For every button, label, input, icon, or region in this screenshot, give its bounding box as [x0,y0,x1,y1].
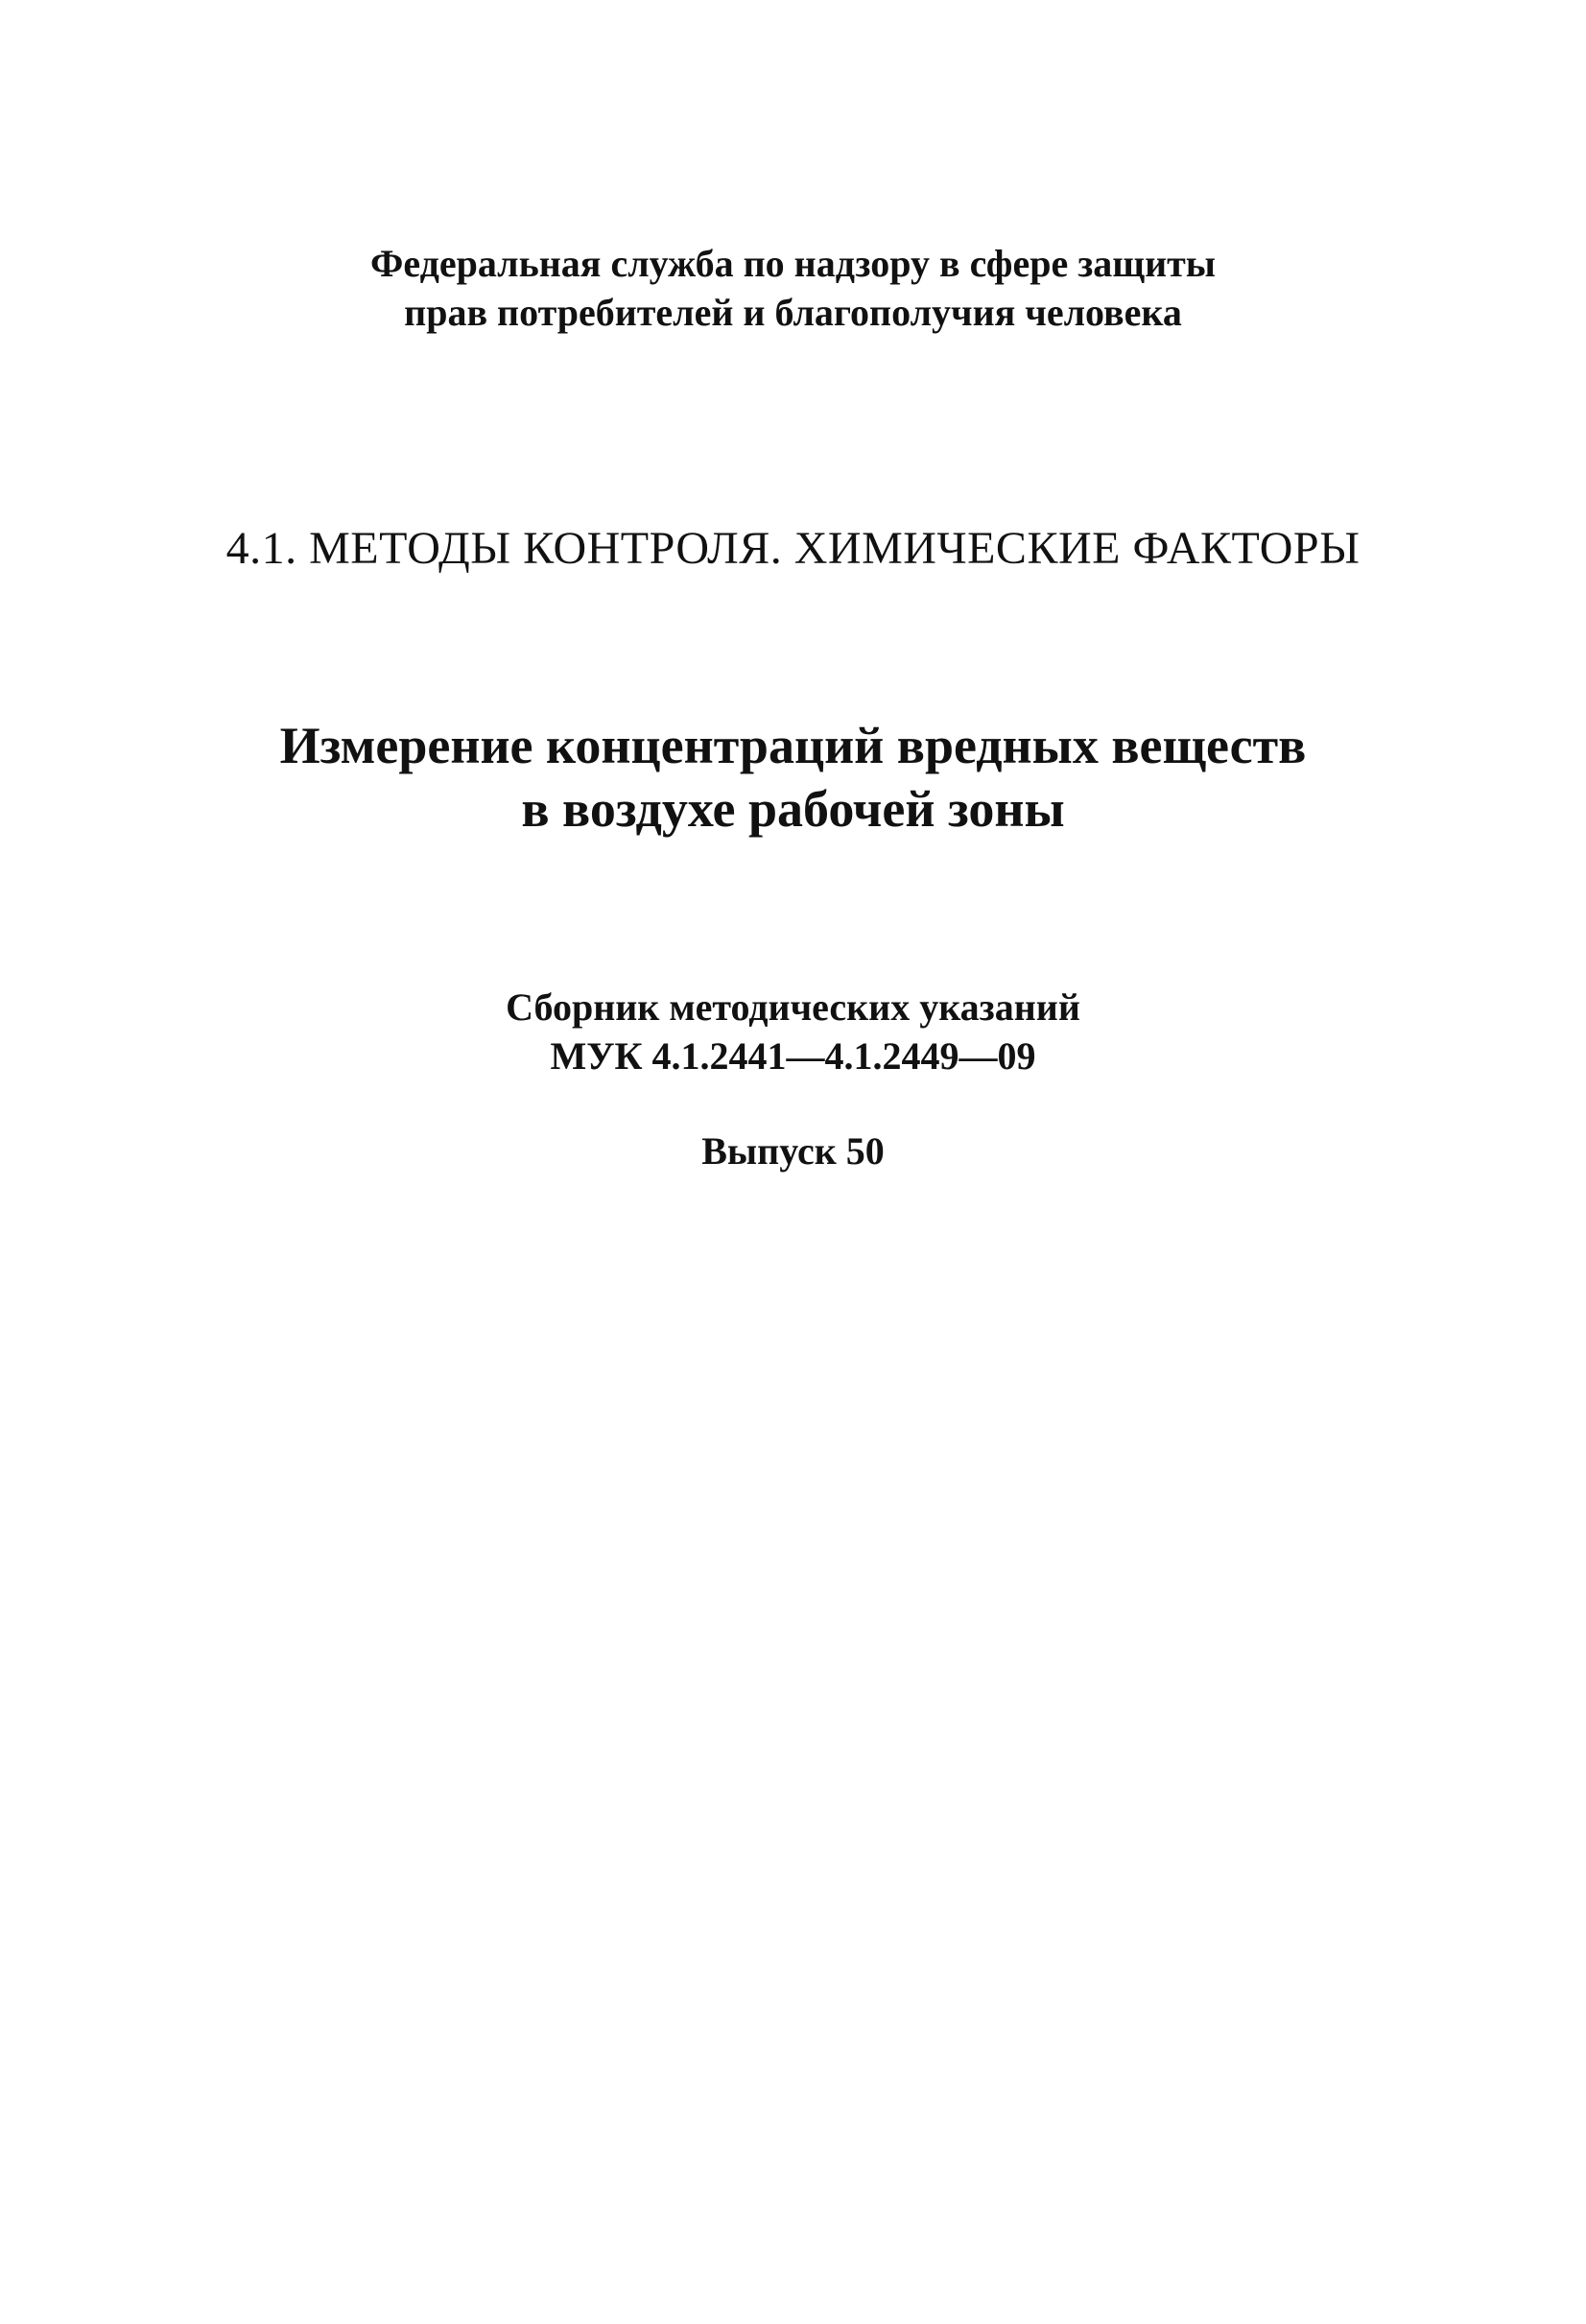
document-title-line-1: Измерение концентраций вредных веществ [279,717,1307,774]
document-title-line-2: в воздухе рабочей зоны [521,780,1065,838]
issue-number: Выпуск 50 [701,1129,885,1173]
document-code: МУК 4.1.2441—4.1.2449—09 [550,1034,1036,1078]
section-heading: 4.1. МЕТОДЫ КОНТРОЛЯ. ХИМИЧЕСКИЕ ФАКТОРЫ [225,523,1361,574]
agency-line-1: Федеральная служба по надзору в сфере защиты [370,242,1216,285]
collection-name: Сборник методических указаний [506,985,1080,1029]
agency-line-2: прав потребителей и благополучия человека [404,291,1182,334]
